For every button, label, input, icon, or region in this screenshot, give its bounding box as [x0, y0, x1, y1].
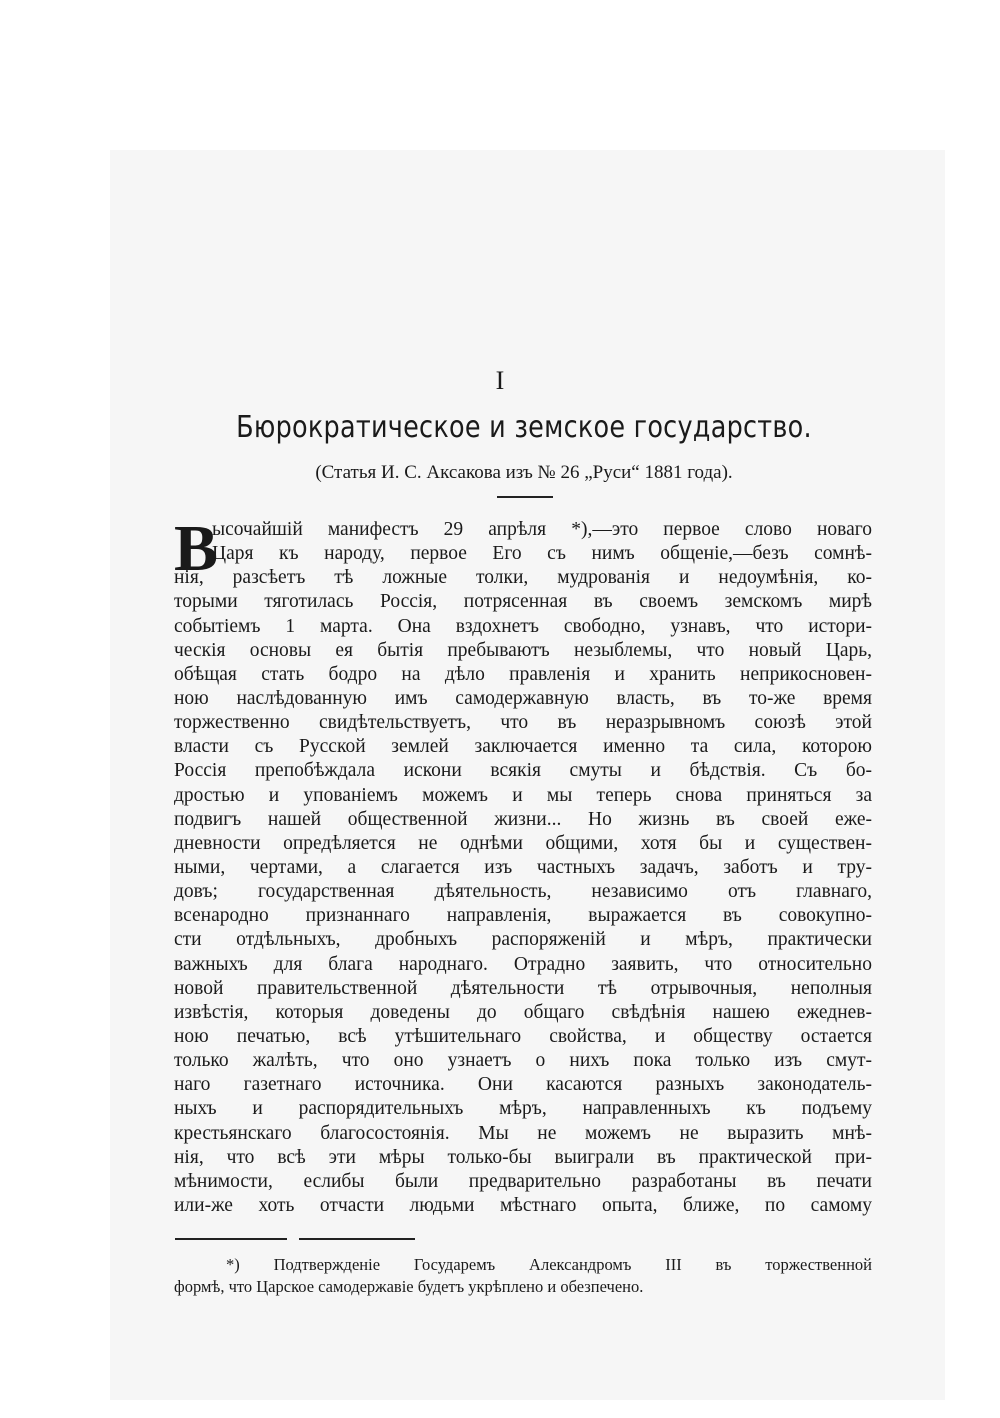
text-line: ысочайшій манифестъ 29 апрѣля *),—это первое слово новаго [212, 519, 872, 540]
text-line: нія, что всѣ эти мѣры только-бы выиграли въ практической при- [174, 1146, 872, 1168]
text-line: событіемъ 1 марта. Она вздохнетъ свободно, узнавъ, что истори- [174, 615, 872, 637]
text-line: или-же хоть отчасти людьми мѣстнаго опыта, ближе, по самому [174, 1194, 872, 1216]
text-line: Царя къ народу, первое Его съ нимъ общеніе,—безъ сомнѣ- [212, 543, 872, 565]
text-line: довъ; государственная дѣятельность, независимо отъ главнаго, [174, 881, 872, 903]
text-line: Россія препобѣждала искони всякія смуты и бѣдствія. Съ бо- [174, 760, 872, 782]
text-line: торжественно свидѣтельствуетъ, что въ неразрывномъ союзѣ этой [174, 712, 872, 734]
text-line: нія, разсѣетъ тѣ ложные толки, мудрованія и недоумѣнія, ко- [174, 567, 872, 589]
text-line: ныхъ и распорядительныхъ мѣръ, направленныхъ къ подъему [174, 1098, 872, 1120]
footnote-line: *) Подтвержденіе Государемъ Александромъ III въ торжественной [226, 1255, 872, 1274]
chapter-number: I [495, 366, 505, 395]
text-line: обѣщая стать бодро на дѣло правленія и хранить неприкосновен- [174, 663, 872, 685]
text-line: ною наслѣдованную имъ самодержавную власть, въ то-же время [174, 687, 872, 709]
title-divider [497, 496, 553, 498]
footnote [174, 1254, 872, 1298]
text-line: сти отдѣльныхъ, дробныхъ распоряженій и мѣръ, практически [174, 929, 872, 951]
text-line: ною печатью, всѣ утѣшительнаго свойства, и обществу остается [174, 1025, 872, 1047]
article-body [174, 512, 872, 1218]
text-line: важныхъ для блага народнаго. Отрадно заявить, что относительно [174, 953, 872, 975]
text-line: подвигъ нашей общественной жизни... Но жизнь въ своей еже- [174, 808, 872, 830]
text-line: власти съ Русской землей заключается именно та сила, которою [174, 736, 872, 758]
text-line: ными, чертами, а слагается изъ частныхъ задачъ, заботъ и тру- [174, 856, 872, 878]
footnote-line: формѣ, что Царское самодержавіе будетъ укрѣплено и обезпечено. [174, 1277, 644, 1296]
text-line: торыми тяготилась Россія, потрясенная въ своемъ земскомъ мирѣ [174, 591, 872, 613]
text-line: дневности опредѣляется не однѣми общими, хотя бы и существен- [174, 832, 872, 854]
chapter-title: Бюрократическое и земское государство. [236, 410, 812, 445]
text-line: мѣнимости, еслибы были предварительно разработаны въ печати [174, 1170, 872, 1192]
text-line: ческія основы ея бытія пребываютъ незыблемы, что новый Царь, [174, 639, 872, 661]
text-line: всенародно признаннаго направленія, выражается въ совокупно- [174, 905, 872, 927]
text-line: только жалѣть, что оно узнаетъ о нихъ пока только изъ смут- [174, 1050, 872, 1072]
footnote-separator [175, 1238, 415, 1240]
text-line: дростью и упованіемъ можемъ и мы теперь снова приняться за [174, 784, 872, 806]
article-attribution: (Статья И. С. Аксакова изъ № 26 „Руси“ 1881 года). [315, 462, 733, 483]
text-line: наго газетнаго источника. Они касаются разныхъ законодатель- [174, 1074, 872, 1096]
text-line: извѣстія, которыя доведены до общаго свѣдѣнія нашею ежеднев- [174, 1001, 872, 1023]
text-line: новой правительственной дѣятельности тѣ отрывочныя, неполныя [174, 977, 872, 999]
text-line: крестьянскаго благосостоянія. Мы не можемъ не выразить мнѣ- [174, 1122, 872, 1144]
drop-cap: В [174, 512, 219, 585]
